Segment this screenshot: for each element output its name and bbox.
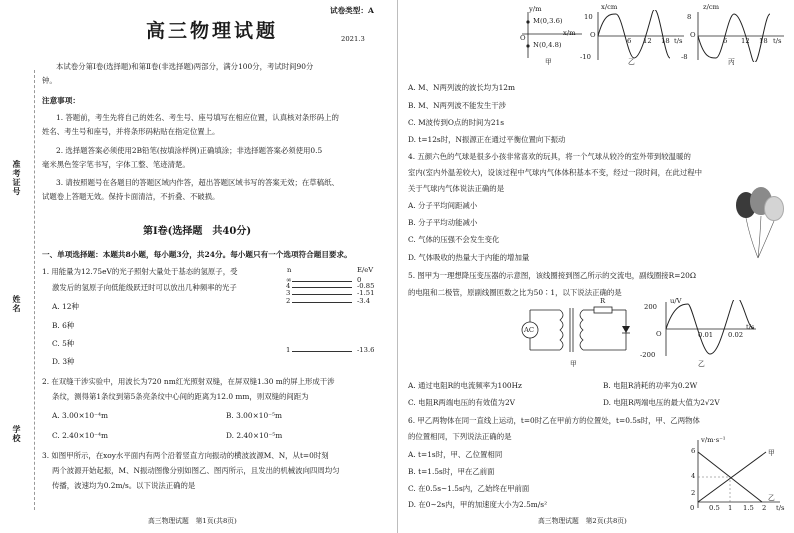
figure-bing-graph (688, 10, 788, 62)
bing-tick-min: -8 (681, 53, 688, 61)
page-footer: 高三物理试题 第2页(共8页) (538, 517, 627, 525)
resistor-r (594, 307, 612, 313)
q6-option-a[interactable]: A. t=1s时，甲、乙位置相同 (408, 450, 503, 459)
paper-type-label: 试卷类型：A (330, 6, 374, 15)
page-footer: 高三物理试题 第1页(共8页) (148, 517, 237, 525)
intro-line-1: 本试卷分第Ⅰ卷(选择题)和第Ⅱ卷(非选择题)两部分，满分100分，考试时间90分 (56, 62, 314, 71)
q4-stem-line-3: 关于气球内气体说法正确的是 (408, 184, 505, 193)
level-line (292, 351, 352, 352)
voltage-tick-001: 0.01 (698, 331, 714, 339)
source-m-point (526, 20, 529, 23)
figure-yi-graph (588, 10, 688, 62)
q4-stem-line-2: 室内(室内外温差较大)，设该过程中气球内气体体积基本不变，经过一段时间，在此过程中 (408, 168, 703, 177)
level-line (292, 294, 352, 295)
note-line-4: 毫米黑色签字笔书写，字体工整、笔迹清楚。 (42, 160, 190, 169)
page-title: 高三物理试题 (146, 20, 279, 42)
q5-option-d[interactable]: D. 电阻R两端电压的最大值为2√2V (603, 398, 720, 407)
intro-line-2: 钟。 (42, 76, 57, 85)
velocity-tick-6: 6 (691, 447, 696, 455)
level-e-2: -3.4 (357, 297, 371, 305)
q3-option-a[interactable]: A. M、N两列波的波长均为12m (408, 83, 515, 92)
yi-tick-12: 12 (643, 37, 652, 45)
voltage-tick-min: -200 (640, 351, 656, 359)
q6-option-b[interactable]: B. t=1.5s时，甲在乙前面 (408, 467, 495, 476)
level-line (292, 302, 352, 303)
q6-option-c[interactable]: C. 在0.5s~1.5s内，乙始终在甲前面 (408, 484, 530, 493)
velocity-tick-1: 1 (728, 504, 733, 512)
level-n-inf: ∞ (286, 276, 292, 284)
school-label: 学校 (12, 425, 22, 443)
q5-stem-line-1: 5. 图甲为一理想降压变压器的示意图，该线圈接到图乙所示的交流电，副线圈接R=20Ω (408, 271, 696, 280)
q3-stem-line-3: 传播，波速均为0.2m/s。以下说法正确的是 (52, 481, 196, 490)
q1-option-b[interactable]: B. 6种 (52, 321, 75, 330)
q1-stem-line-2: 激发后的氢原子向低能级跃迁时可以放出几种频率的光子 (52, 283, 237, 292)
bing-tick-18: 18 (759, 37, 768, 45)
velocity-tick-15: 1.5 (743, 504, 754, 512)
q4-option-b[interactable]: B. 分子平均动能减小 (408, 218, 478, 227)
section-title: 第Ⅰ卷(选择题 共40分) (143, 226, 252, 237)
level-line (292, 281, 352, 282)
energy-axis-label: E/eV (357, 266, 374, 274)
bing-origin-label: O (690, 31, 696, 39)
bing-t-axis-label: t/s (773, 37, 782, 45)
q4-option-d[interactable]: D. 气体吸收的热量大于内能的增加量 (408, 253, 530, 262)
q3-option-c[interactable]: C. M波传到O点的时间为21s (408, 118, 505, 127)
yi-tick-6: 6 (627, 37, 632, 45)
bing-tick-max: 8 (687, 13, 692, 21)
level-e-4: -0.85 (357, 282, 375, 290)
q2-option-d[interactable]: D. 2.40×10⁻⁵m (226, 431, 283, 440)
yi-tick-min: -10 (580, 53, 591, 61)
level-e-3: -1.51 (357, 289, 375, 297)
yi-t-axis-label: t/s (674, 37, 683, 45)
q5-option-a[interactable]: A. 通过电阻R的电流频率为100Hz (408, 381, 522, 390)
velocity-origin-label: 0 (690, 504, 695, 512)
voltage-tick-max: 200 (644, 303, 657, 311)
note-line-2: 姓名、考生号和座号，并将条形码粘贴在指定位置上。 (42, 127, 220, 136)
q2-option-a[interactable]: A. 3.00×10⁻⁴m (52, 411, 108, 420)
q5-option-b[interactable]: B. 电阻R消耗的功率为0.2W (603, 381, 698, 390)
q4-option-a[interactable]: A. 分子平均间距减小 (408, 201, 478, 210)
q3-option-b[interactable]: B. M、N两列波不能发生干涉 (408, 101, 507, 110)
level-n-3: 3 (286, 289, 291, 297)
note-line-5: 3. 请按照题号在各题目的答题区域内作答，超出答题区域书写的答案无效；在草稿纸、 (56, 178, 339, 187)
note-line-6: 试题卷上答题无效。保持卡面清洁，不折叠、不破损。 (42, 192, 220, 201)
bing-caption: 丙 (728, 58, 735, 66)
jia-x-axis-label: x/m (563, 29, 576, 37)
q5-stem-line-2: 的电阻和二极管，原副线圈匝数之比为50∶1，以下说法正确的是 (408, 288, 622, 297)
jia-y-axis-label: y/m (529, 5, 542, 13)
note-line-1: 1. 答题前，考生先将自己的姓名、考生号、座号填写在相应位置，认真核对条形码上的 (56, 113, 339, 122)
level-n-1: 1 (286, 346, 291, 354)
n-axis-label: n (287, 266, 292, 274)
note-line-3: 2. 选择题答案必须使用2B铅笔(按填涂样例)正确填涂；非选择题答案必须使用0.5 (56, 146, 323, 155)
exam-number-label: 准考证号 (12, 160, 22, 196)
yi-caption: 乙 (628, 58, 635, 66)
q3-stem-line-2: 两个波源开始起振，M、N振动图像分别如图乙、图丙所示，且发出的机械波向四周均匀 (52, 466, 340, 475)
velocity-tick-4: 4 (691, 472, 696, 480)
velocity-tick-2s: 2 (762, 504, 767, 512)
velocity-y-axis-label: v/m·s⁻¹ (701, 436, 726, 444)
jia-m-label: M(0,3.6) (533, 17, 563, 25)
velocity-t-axis-label: t/s (776, 504, 785, 512)
circuit-caption: 甲 (570, 360, 577, 368)
voltage-tick-002: 0.02 (728, 331, 744, 339)
balloon-strings (736, 214, 786, 260)
mc-instructions: 一、单项选择题：本题共8小题，每小题3分，共24分。每小题只有一个选项符合题目要求。 (42, 250, 352, 259)
q2-option-b[interactable]: B. 3.00×10⁻⁵m (226, 411, 283, 420)
q2-stem-line-1: 2. 在双缝干涉实验中，用波长为720 nm红光照射双缝，在屏双缝1.30 m的屏上形成干涉 (42, 377, 335, 386)
q2-stem-line-2: 条纹，测得第1条纹到第5条亮条纹中心间的距离为12.0 mm，则双缝的间距为 (52, 392, 309, 401)
voltage-curve (666, 300, 754, 354)
q4-stem-line-1: 4. 五颜六色的气球是很多小孩非常喜欢的玩具，将一个气球从较冷的室外带到较温暖的 (408, 152, 691, 161)
level-n-2: 2 (286, 297, 291, 305)
velocity-tick-05: 0.5 (709, 504, 720, 512)
q4-option-c[interactable]: C. 气体的压强不会发生变化 (408, 235, 500, 244)
diode (622, 326, 630, 333)
binding-cut-line (34, 70, 35, 510)
velocity-tick-2: 2 (691, 489, 696, 497)
voltage-origin-label: O (656, 330, 662, 338)
bing-tick-12: 12 (741, 37, 750, 45)
yi-tick-18: 18 (661, 37, 670, 45)
jia-n-label: N(0,4.8) (533, 41, 562, 49)
page-two (398, 0, 794, 533)
q6-option-d[interactable]: D. 在0~2s内，甲的加速度大小为2.5m/s² (408, 500, 548, 509)
voltage-t-axis-label: t/s (746, 323, 755, 331)
q1-stem-line-1: 1. 用能量为12.75eV的光子照射大量处于基态的氢原子，受 (42, 267, 238, 276)
q2-option-c[interactable]: C. 2.40×10⁻⁴m (52, 431, 109, 440)
source-n-point (526, 44, 529, 47)
series-yi-label: 乙 (768, 494, 775, 502)
notes-heading: 注意事项： (42, 96, 80, 105)
bing-tick-6: 6 (723, 37, 728, 45)
voltage-y-axis-label: u/V (670, 297, 682, 305)
q1-option-d[interactable]: D. 3种 (52, 357, 75, 366)
q1-option-c[interactable]: C. 5种 (52, 339, 75, 348)
q6-stem-line-2: 的位置相同，下列说法正确的是 (408, 432, 512, 441)
bing-y-axis-label: z/cm (703, 3, 720, 11)
yi-tick-max: 10 (584, 13, 593, 21)
resistor-label: R (600, 297, 606, 305)
level-n-4: 4 (286, 282, 291, 290)
name-label: 姓名 (12, 295, 22, 313)
series-jia-label: 甲 (768, 449, 775, 457)
voltage-graph-plot (656, 300, 760, 358)
q6-stem-line-1: 6. 甲乙两物体在同一直线上运动，t=0时乙在甲前方的位置处，t=0.5s时，甲、乙两物体 (408, 416, 700, 425)
q1-option-a[interactable]: A. 12种 (52, 302, 79, 311)
q3-stem-line-1: 3. 如图甲所示，在xoy水平面内有两个沿着竖直方向振动的横波波源M、N，从t=0时刻 (42, 451, 329, 460)
level-line (292, 287, 352, 288)
voltage-caption: 乙 (698, 360, 705, 368)
yi-origin-label: O (590, 31, 596, 39)
level-e-inf: 0 (357, 276, 362, 284)
jia-origin-label: O (520, 34, 526, 42)
q3-option-d[interactable]: D. t=12s时，N振源正在通过平衡位置向下振动 (408, 135, 566, 144)
exam-date: 2021.3 (341, 35, 365, 43)
yi-y-axis-label: x/cm (601, 3, 618, 11)
jia-caption: 甲 (545, 58, 552, 66)
level-e-1: -13.6 (357, 346, 375, 354)
q5-option-c[interactable]: C. 电阻R两端电压的有效值为2V (408, 398, 515, 407)
wave-m-curve (598, 10, 670, 58)
ac-source-label: AC (524, 326, 535, 334)
